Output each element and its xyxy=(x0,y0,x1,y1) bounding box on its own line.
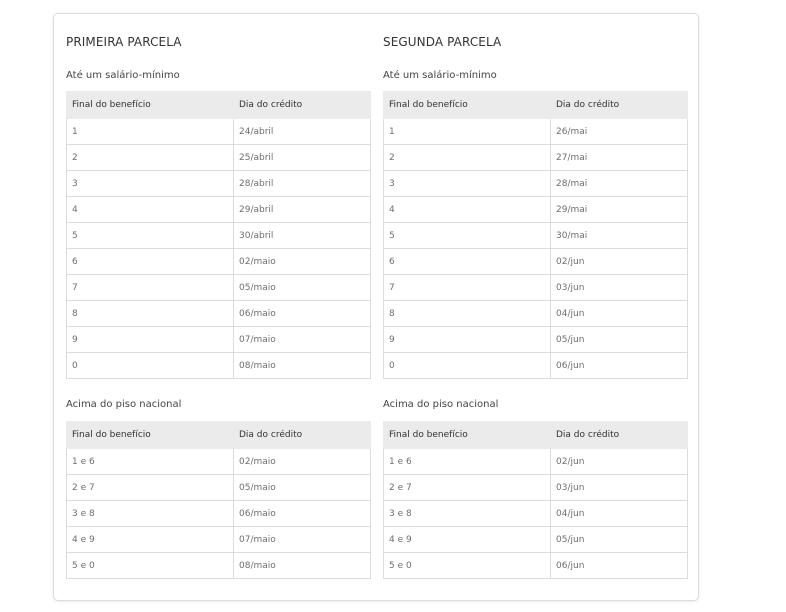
column-header: Dia do crédito xyxy=(551,422,688,449)
schedule-table xyxy=(66,91,371,379)
benefit-ending-cell: 2 xyxy=(384,145,551,171)
credit-date-cell: 03/jun xyxy=(551,475,688,501)
table-row xyxy=(384,197,688,223)
table-row xyxy=(67,197,371,223)
credit-date-cell: 29/abril xyxy=(234,197,371,223)
table-row xyxy=(384,301,688,327)
column-header: Dia do crédito xyxy=(234,92,371,119)
table-row xyxy=(67,119,371,145)
column-header: Dia do crédito xyxy=(551,92,688,119)
benefit-ending-cell: 1 xyxy=(67,119,234,145)
table-row xyxy=(67,275,371,301)
column-header: Final do benefício xyxy=(384,422,551,449)
column-header: Dia do crédito xyxy=(234,422,371,449)
credit-date-cell: 05/maio xyxy=(234,475,371,501)
table-row xyxy=(67,475,371,501)
benefit-ending-cell: 8 xyxy=(67,301,234,327)
table-row xyxy=(67,501,371,527)
group-subtitle: Até um salário-mínimo xyxy=(66,70,180,81)
benefit-ending-cell: 9 xyxy=(67,327,234,353)
table-row xyxy=(384,501,688,527)
benefit-ending-cell: 5 xyxy=(384,223,551,249)
column-header: Final do benefício xyxy=(67,92,234,119)
schedule-table xyxy=(383,421,688,579)
table-row xyxy=(384,171,688,197)
table-row xyxy=(67,449,371,475)
benefit-ending-cell: 4 e 9 xyxy=(67,527,234,553)
benefit-ending-cell: 8 xyxy=(384,301,551,327)
credit-date-cell: 06/maio xyxy=(234,301,371,327)
credit-date-cell: 29/mai xyxy=(551,197,688,223)
table-row xyxy=(384,553,688,579)
credit-date-cell: 05/maio xyxy=(234,275,371,301)
benefit-ending-cell: 5 e 0 xyxy=(384,553,551,579)
group-subtitle: Acima do piso nacional xyxy=(66,399,182,410)
credit-date-cell: 04/jun xyxy=(551,301,688,327)
table-row xyxy=(384,353,688,379)
credit-date-cell: 25/abril xyxy=(234,145,371,171)
benefit-ending-cell: 4 xyxy=(384,197,551,223)
credit-date-cell: 06/jun xyxy=(551,353,688,379)
credit-date-cell: 08/maio xyxy=(234,553,371,579)
credit-date-cell: 24/abril xyxy=(234,119,371,145)
table-row xyxy=(384,327,688,353)
benefit-ending-cell: 4 xyxy=(67,197,234,223)
credit-date-cell: 02/jun xyxy=(551,449,688,475)
schedule-table xyxy=(383,91,688,379)
section-title: PRIMEIRA PARCELA xyxy=(66,35,182,49)
credit-date-cell: 26/mai xyxy=(551,119,688,145)
column-header: Final do benefício xyxy=(384,92,551,119)
benefit-ending-cell: 5 e 0 xyxy=(67,553,234,579)
table-header-row xyxy=(384,422,688,449)
table-header-row xyxy=(67,92,371,119)
benefit-ending-cell: 0 xyxy=(384,353,551,379)
credit-date-cell: 02/maio xyxy=(234,449,371,475)
table-row xyxy=(384,527,688,553)
credit-date-cell: 06/maio xyxy=(234,501,371,527)
table-row xyxy=(384,249,688,275)
benefit-ending-cell: 1 e 6 xyxy=(67,449,234,475)
table-row xyxy=(67,145,371,171)
benefit-ending-cell: 9 xyxy=(384,327,551,353)
payment-schedule-card xyxy=(53,13,699,601)
benefit-ending-cell: 2 xyxy=(67,145,234,171)
credit-date-cell: 28/mai xyxy=(551,171,688,197)
table-row xyxy=(384,145,688,171)
benefit-ending-cell: 7 xyxy=(384,275,551,301)
benefit-ending-cell: 0 xyxy=(67,353,234,379)
table-row xyxy=(384,223,688,249)
credit-date-cell: 27/mai xyxy=(551,145,688,171)
table-row xyxy=(384,275,688,301)
column-header: Final do benefício xyxy=(67,422,234,449)
credit-date-cell: 30/mai xyxy=(551,223,688,249)
credit-date-cell: 04/jun xyxy=(551,501,688,527)
table-row xyxy=(67,527,371,553)
benefit-ending-cell: 6 xyxy=(67,249,234,275)
benefit-ending-cell: 7 xyxy=(67,275,234,301)
table-header-row xyxy=(67,422,371,449)
group-subtitle: Acima do piso nacional xyxy=(383,399,499,410)
table-row xyxy=(67,301,371,327)
benefit-ending-cell: 1 xyxy=(384,119,551,145)
credit-date-cell: 08/maio xyxy=(234,353,371,379)
benefit-ending-cell: 2 e 7 xyxy=(67,475,234,501)
table-row xyxy=(67,353,371,379)
group-subtitle: Até um salário-mínimo xyxy=(383,70,497,81)
benefit-ending-cell: 3 xyxy=(67,171,234,197)
schedule-table xyxy=(66,421,371,579)
table-row xyxy=(67,249,371,275)
table-row xyxy=(384,449,688,475)
benefit-ending-cell: 2 e 7 xyxy=(384,475,551,501)
credit-date-cell: 28/abril xyxy=(234,171,371,197)
credit-date-cell: 30/abril xyxy=(234,223,371,249)
credit-date-cell: 07/maio xyxy=(234,527,371,553)
benefit-ending-cell: 6 xyxy=(384,249,551,275)
credit-date-cell: 06/jun xyxy=(551,553,688,579)
benefit-ending-cell: 1 e 6 xyxy=(384,449,551,475)
table-row xyxy=(67,327,371,353)
credit-date-cell: 03/jun xyxy=(551,275,688,301)
benefit-ending-cell: 4 e 9 xyxy=(384,527,551,553)
credit-date-cell: 05/jun xyxy=(551,327,688,353)
credit-date-cell: 07/maio xyxy=(234,327,371,353)
credit-date-cell: 05/jun xyxy=(551,527,688,553)
table-row xyxy=(384,475,688,501)
table-header-row xyxy=(384,92,688,119)
credit-date-cell: 02/jun xyxy=(551,249,688,275)
table-row xyxy=(384,119,688,145)
benefit-ending-cell: 5 xyxy=(67,223,234,249)
section-title: SEGUNDA PARCELA xyxy=(383,35,502,49)
table-row xyxy=(67,553,371,579)
credit-date-cell: 02/maio xyxy=(234,249,371,275)
benefit-ending-cell: 3 e 8 xyxy=(67,501,234,527)
table-row xyxy=(67,171,371,197)
benefit-ending-cell: 3 xyxy=(384,171,551,197)
table-row xyxy=(67,223,371,249)
benefit-ending-cell: 3 e 8 xyxy=(384,501,551,527)
